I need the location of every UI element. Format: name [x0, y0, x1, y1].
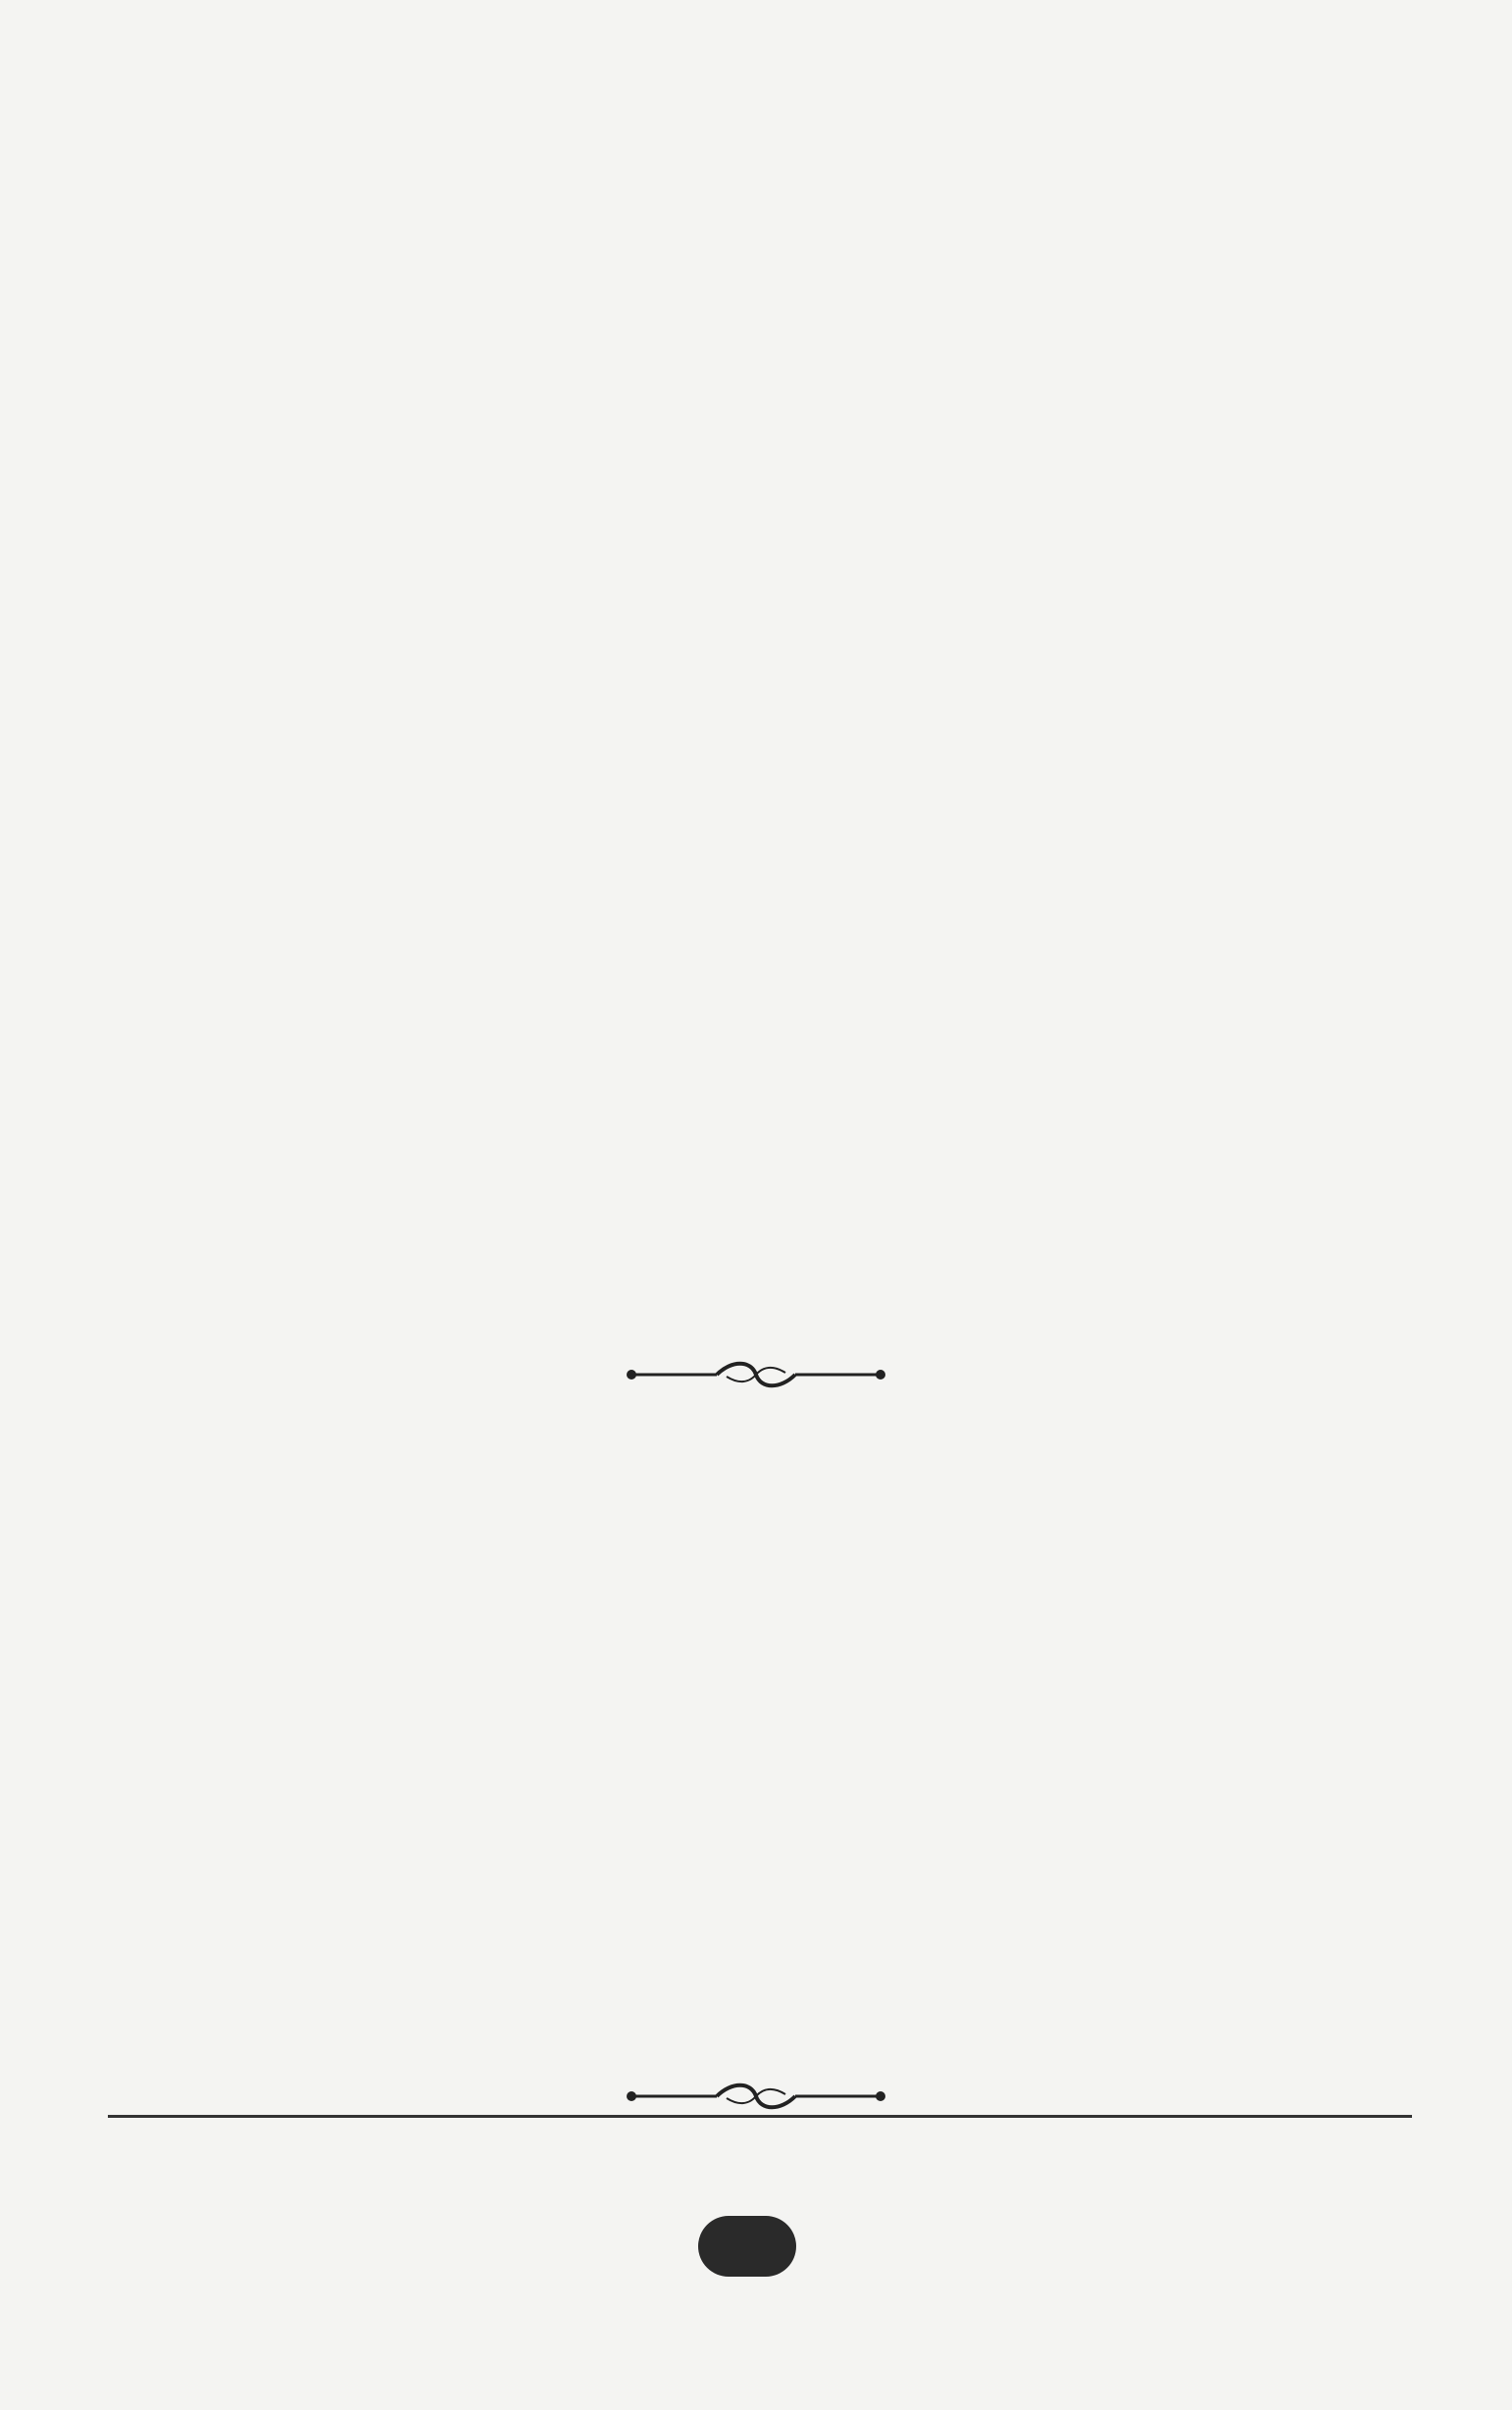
page-number — [698, 2216, 796, 2277]
ornamental-divider — [624, 1355, 888, 1394]
ornamental-divider — [624, 2077, 888, 2116]
top-floral-border — [108, 90, 1412, 151]
footnote-divider — [108, 2115, 1412, 2118]
